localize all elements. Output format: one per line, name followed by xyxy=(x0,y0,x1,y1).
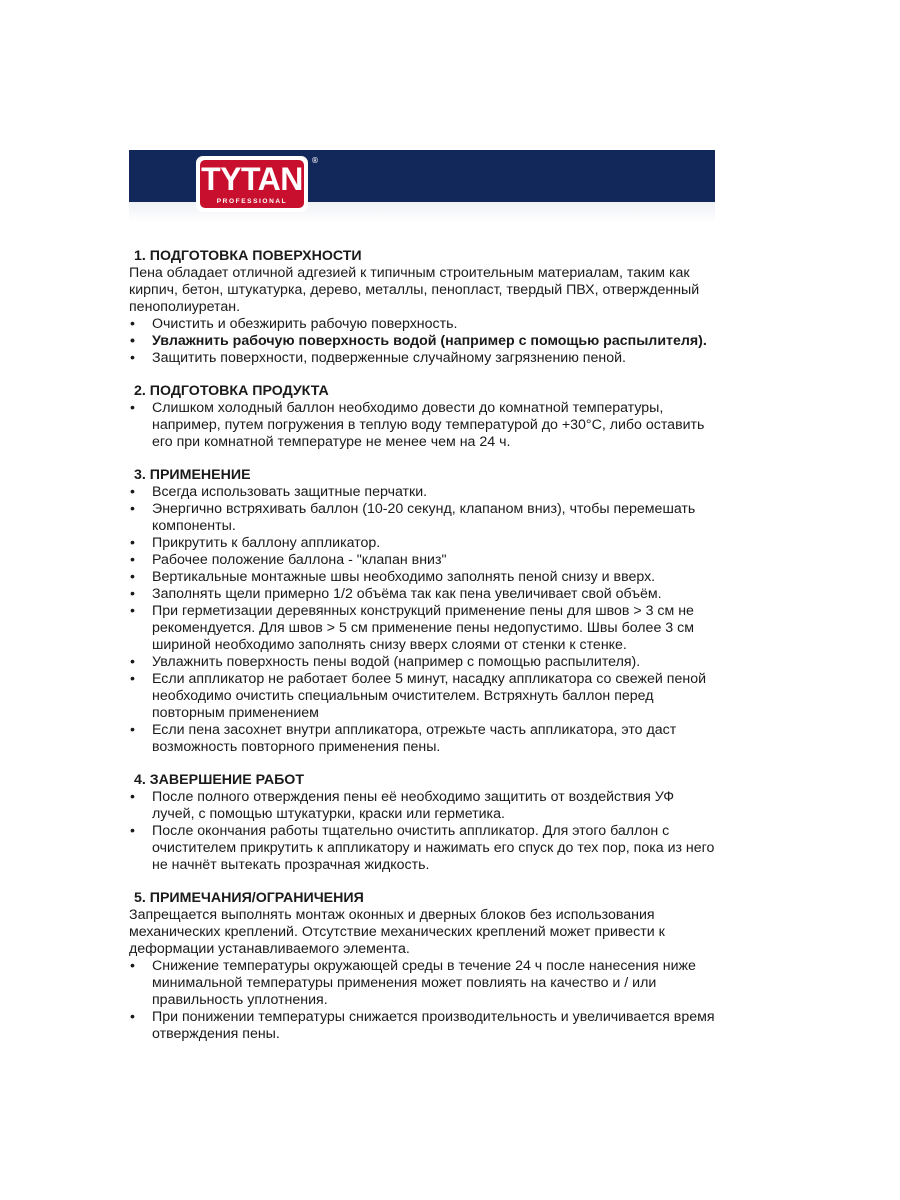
section-heading: 5. ПРИМЕЧАНИЯ/ОГРАНИЧЕНИЯ xyxy=(134,890,364,906)
tytan-logo xyxy=(196,156,308,212)
logo-wordmark: TYTAN xyxy=(201,161,303,197)
list-item: • Увлажнить поверхность пены водой (например с помощью распылителя). xyxy=(129,654,719,671)
registered-mark: ® xyxy=(311,156,319,165)
section-surface-prep xyxy=(129,248,719,367)
list-item: • Слишком холодный баллон необходимо довести до комнатной температуры, например, путем погружения в теплую воду температурой до +30°С, либо оставить его при комнатной температуре не менее чем на 24 ч. xyxy=(129,400,719,451)
logo-badge xyxy=(200,160,304,208)
list-item: • Если пена засохнет внутри аппликатора, отрежьте часть аппликатора, это даст возможность повторного применения пены. xyxy=(129,722,719,756)
list-item: • При понижении температуры снижается производительность и увеличивается время отверждения пены. xyxy=(129,1009,719,1043)
section-application xyxy=(129,467,719,756)
list-item: • При герметизации деревянных конструкций применение пены для швов > 3 см не рекомендуется. Для швов > 5 см применение пены недопустимо. Швы более 3 см шириной необходимо заполнять снизу вверх слоями от стенки к стенке. xyxy=(129,603,719,654)
list-item: • Энергично встряхивать баллон (10-20 секунд, клапаном вниз), чтобы перемешать компоненты. xyxy=(129,501,719,535)
list-item: • Прикрутить к баллону аппликатор. xyxy=(129,535,719,552)
bullet-list xyxy=(129,789,719,874)
list-item: • Заполнять щели примерно 1/2 объёма так как пена увеличивает свой объём. xyxy=(129,586,719,603)
list-item: • Защитить поверхности, подверженные случайному загрязнению пеной. xyxy=(129,350,719,367)
section-product-prep xyxy=(129,383,719,451)
section-heading: 2. ПОДГОТОВКА ПРОДУКТА xyxy=(134,383,329,399)
list-item: • Если аппликатор не работает более 5 минут, насадку аппликатора со свежей пеной необходимо очистить специальным очистителем. Встряхнуть баллон перед повторным применением xyxy=(129,671,719,722)
bullet-list xyxy=(129,958,719,1043)
list-item: • Всегда использовать защитные перчатки. xyxy=(129,484,719,501)
list-item: • После полного отверждения пены её необходимо защитить от воздействия УФ лучей, с помощью штукатурки, краски или герметика. xyxy=(129,789,719,823)
section-heading: 3. ПРИМЕНЕНИЕ xyxy=(134,467,251,483)
section-heading: 4. ЗАВЕРШЕНИЕ РАБОТ xyxy=(134,772,305,788)
bullet-list xyxy=(129,316,719,367)
bullet-list xyxy=(129,400,719,451)
section-notes-limitations xyxy=(129,890,719,1043)
section-heading: 1. ПОДГОТОВКА ПОВЕРХНОСТИ xyxy=(134,248,362,264)
list-item: • После окончания работы тщательно очистить аппликатор. Для этого баллон с очистителем прикрутить к аппликатору и нажимать его спуск до тех пор, пока из него не начнёт вытекать прозрачная жидкость. xyxy=(129,823,719,874)
list-item: • Вертикальные монтажные швы необходимо заполнять пеной снизу и вверх. xyxy=(129,569,719,586)
list-item: • Очистить и обезжирить рабочую поверхность. xyxy=(129,316,719,333)
list-item: • Рабочее положение баллона - "клапан вниз" xyxy=(129,552,719,569)
list-item: • Увлажнить рабочую поверхность водой (например с помощью распылителя). xyxy=(129,333,719,350)
section-completion xyxy=(129,772,719,874)
bullet-list xyxy=(129,484,719,756)
list-item: • Снижение температуры окружающей среды в течение 24 ч после нанесения ниже минимальной температуры применения может повлиять на качество и / или правильность уплотнения. xyxy=(129,958,719,1009)
section-intro: Запрещается выполнять монтаж оконных и дверных блоков без использования механических креплений. Отсутствие механических креплений может привести к деформации устанавливаемого элемента. xyxy=(129,907,665,957)
instructions-document xyxy=(129,248,719,1059)
logo-subtitle: PROFESSIONAL xyxy=(216,198,288,205)
section-intro: Пена обладает отличной адгезией к типичным строительным материалам, таким как кирпич, бетон, штукатурка, дерево, металлы, пенопласт, твердый ПВХ, отвержденный пенополиуретан. xyxy=(129,265,700,315)
